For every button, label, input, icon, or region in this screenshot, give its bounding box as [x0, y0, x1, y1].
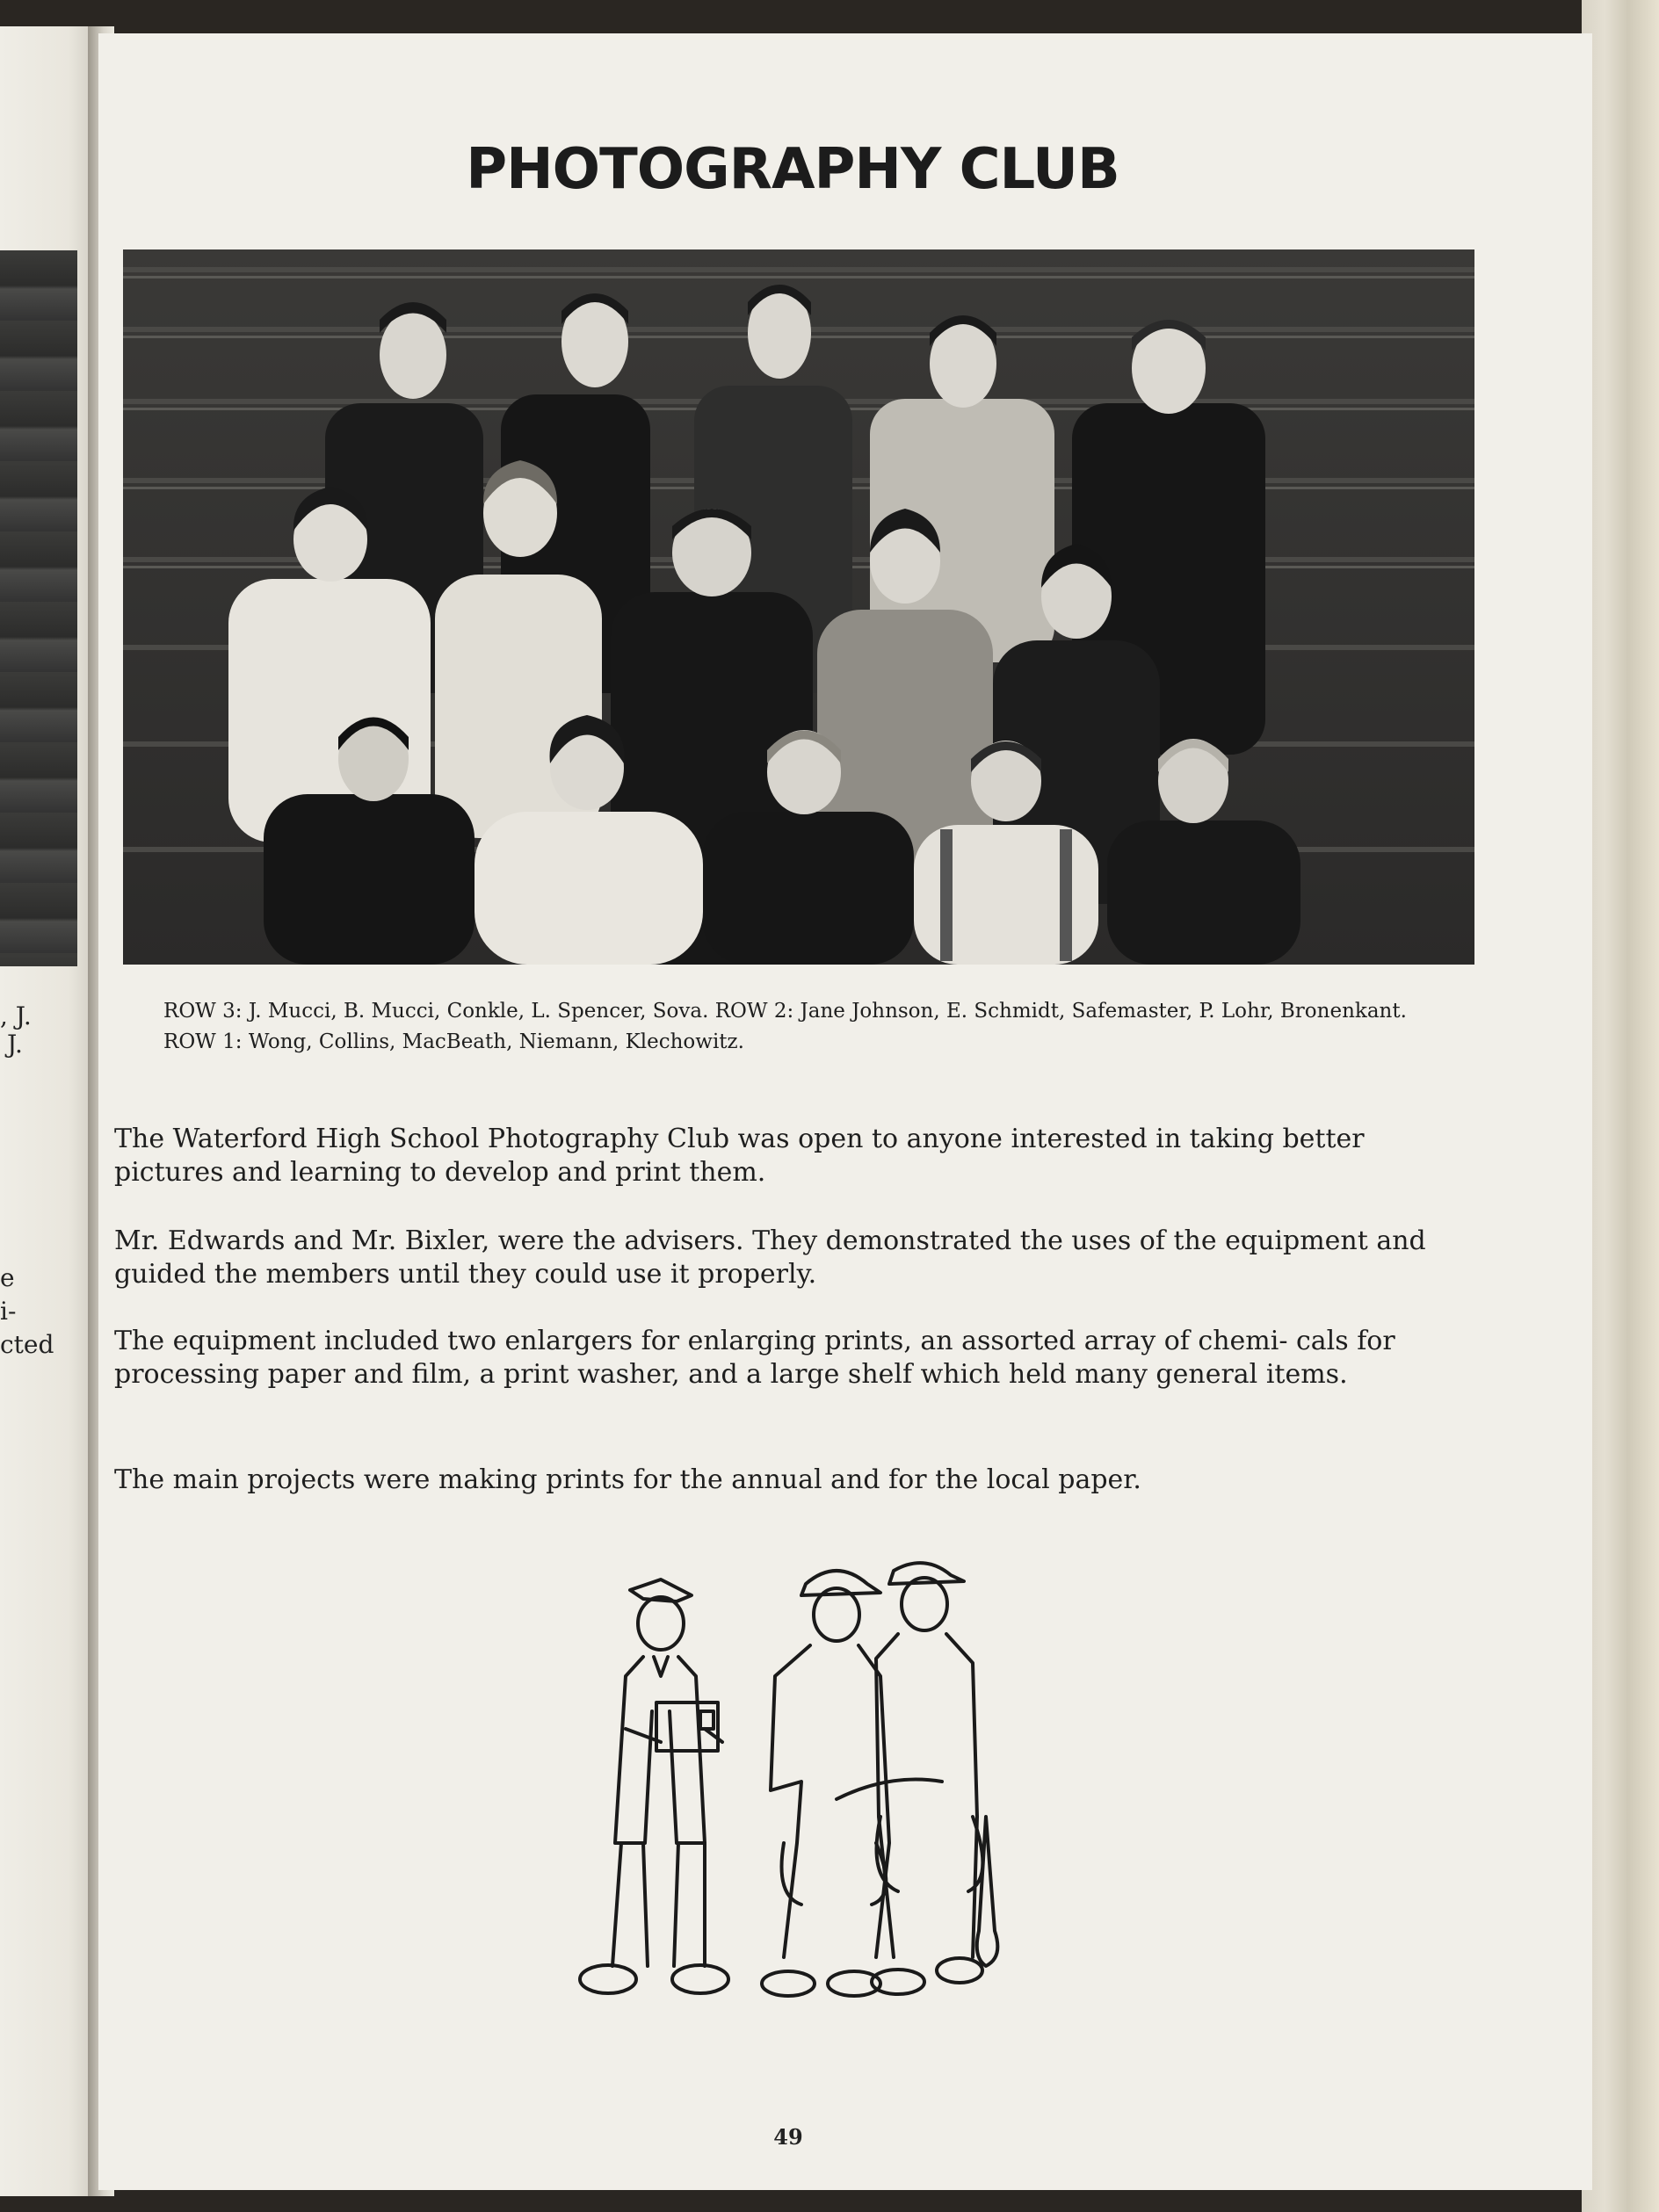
left-page-text-fragment: e: [0, 1263, 15, 1292]
body-paragraph: Mr. Edwards and Mr. Bixler, were the advisers. They demonstrated the uses of the equipment and guided the members until they could use it properly.: [114, 1225, 1426, 1290]
page-number: 49: [773, 2124, 803, 2150]
yearbook-page: [98, 33, 1592, 2190]
left-page: [0, 26, 98, 2196]
group-photo-image: [123, 249, 1474, 965]
cartoon-illustration: [573, 1553, 1118, 2045]
body-paragraph: The main projects were making prints for the annual and for the local paper.: [114, 1464, 1141, 1495]
left-page-photo-fragment: [0, 250, 77, 966]
body-paragraph: The Waterford High School Photography Club was open to anyone interested in taking better pictures and learning to develop and print them.: [114, 1124, 1365, 1188]
left-page-text-fragment: cted: [0, 1330, 54, 1359]
left-page-text-fragment: , J.: [0, 1001, 32, 1030]
photo-caption: ROW 3: J. Mucci, B. Mucci, Conkle, L. Spencer, Sova. ROW 2: Jane Johnson, E. Schmidt, Safemaster, P. Lohr, Bronenkant. ROW 1: Wong, Collins, MacBeath, Niemann, Klechowitz.: [163, 1000, 1407, 1053]
book-edge: [1582, 0, 1659, 2212]
group-photo: [123, 249, 1474, 965]
left-page-text-fragment: J.: [7, 1030, 23, 1059]
body-paragraph: The equipment included two enlargers for enlarging prints, an assorted array of chemi- cals for processing paper and film, a print washer, and a large shelf which held many general items.: [114, 1326, 1395, 1390]
page-title: PHOTOGRAPHY CLUB: [466, 137, 1119, 202]
left-page-text-fragment: i-: [0, 1297, 17, 1326]
